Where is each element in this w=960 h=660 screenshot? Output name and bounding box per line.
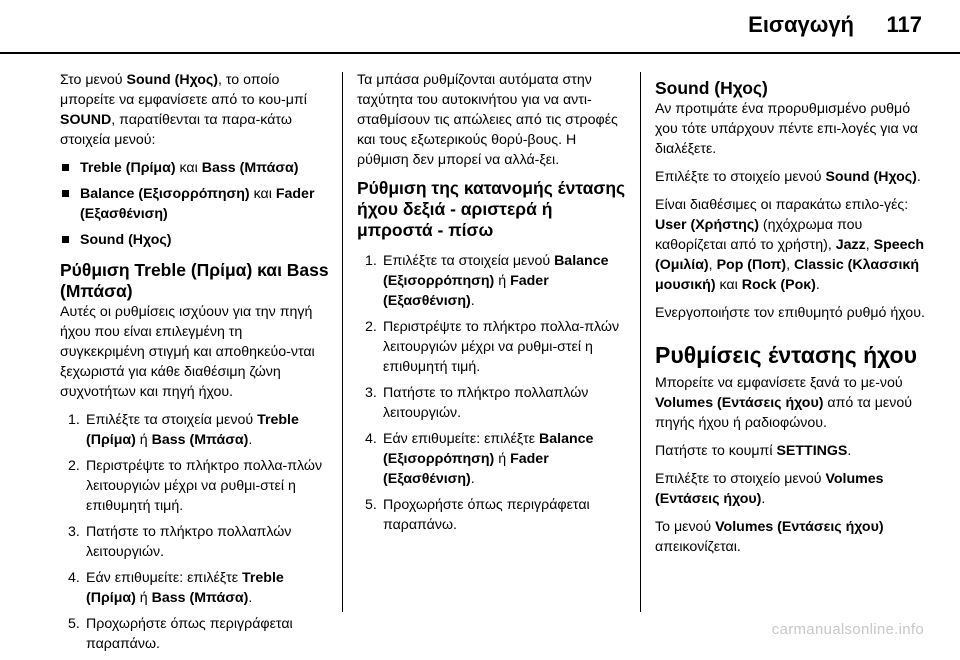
step-number: 3.	[365, 385, 377, 401]
menu-term: Speech (Ομιλία)	[655, 237, 925, 273]
step-number: 2.	[365, 319, 377, 335]
section-heading: Ρυθμίσεις έντασης ήχου	[655, 342, 917, 368]
menu-term: Classic (Κλασσική μουσική)	[655, 257, 920, 293]
menu-term: Volumes (Εντάσεις ήχου)	[655, 471, 884, 507]
menu-term: Bass (Μπάσα)	[151, 590, 249, 606]
list-item	[60, 184, 330, 224]
text: Είναι διαθέσιμες οι παρακάτω επιλο-γές:	[655, 197, 909, 213]
text: Επιλέξτε τα στοιχεία μενού	[86, 412, 254, 428]
body-paragraph: Αυτές οι ρυθμίσεις ισχύουν για την πηγή ήχου που είναι επιλεγμένη τη συγκεκριμένη στιγμή και αποθηκεύο-νται ξεχωριστά για κάθε διαθέσιμη ζώνη συχνοτήτων και πηγή ήχου.	[60, 304, 315, 400]
step-item: 4. Εάν επιθυμείτε: επιλέξτε Treble (Πρίμα) ή Bass (Μπάσα).	[68, 570, 284, 606]
text: Επιλέξτε το στοιχείο μενού	[655, 169, 822, 185]
intro-paragraph	[60, 70, 330, 150]
menu-term: Bass (Μπάσα)	[201, 160, 299, 176]
text: ή	[139, 590, 148, 606]
menu-term: Fader (Εξασθένιση)	[383, 273, 549, 309]
text: απεικονίζεται.	[655, 539, 741, 555]
menu-term: Treble (Πρίμα)	[80, 160, 176, 176]
column-divider-2	[640, 72, 641, 612]
text: , παρατίθενται τα παρα-κάτω στοιχεία μενού:	[60, 112, 292, 148]
list-item	[60, 158, 330, 178]
text: Επιλέξτε τα στοιχεία μενού	[383, 253, 551, 269]
text: και	[719, 277, 738, 293]
text: Προχωρήστε όπως περιγράφεται παραπάνω.	[383, 497, 590, 533]
steps-list	[60, 410, 330, 654]
text: Πατήστε το πλήκτρο πολλαπλών λειτουργιών.	[383, 385, 589, 421]
menu-term: Pop (Ποπ)	[716, 257, 787, 273]
text: και	[179, 160, 198, 176]
section-heading: Sound (Ηχος)	[655, 78, 768, 98]
step-number: 5.	[365, 497, 377, 513]
menu-term: Sound (Ηχος)	[126, 72, 218, 88]
text: Επιλέξτε το στοιχείο μενού	[655, 471, 822, 487]
section-title: Εισαγωγή	[748, 12, 854, 37]
text: Το μενού	[655, 519, 712, 535]
intro-paragraph: Τα μπάσα ρυθμίζονται αυτόματα στην ταχύτητα του αυτοκινήτου για να αντι-σταθμίσουν τις απώλειες από τις στροφές και τους εξωτερικούς θορύ-βους. Η ρύθμιση δεν μπορεί να αλλά-ξει.	[357, 72, 618, 168]
text: Εάν επιθυμείτε: επιλέξτε	[86, 570, 239, 586]
step-number: 4.	[68, 570, 80, 586]
text: , το οποίο μπορείτε να εμφανίσετε από το κου-μπί	[60, 72, 307, 108]
section-heading: Ρύθμιση Treble (Πρίμα) και Bass (Μπάσα)	[60, 260, 329, 301]
text: από τα μενού πηγής ήχου ή ραδιοφώνου.	[655, 395, 913, 431]
header-rule	[0, 52, 960, 54]
menu-term: Treble (Πρίμα)	[86, 570, 284, 606]
text: Μπορείτε να εμφανίσετε ξανά το με-νού	[655, 375, 903, 391]
step-item	[60, 456, 330, 516]
text: Πατήστε το πλήκτρο πολλαπλών λειτουργιών.	[86, 524, 292, 560]
step-number: 5.	[68, 616, 80, 632]
menu-term: User (Χρήστης)	[655, 217, 759, 233]
page-number: 117	[886, 12, 922, 37]
body-paragraph: Αν προτιμάτε ένα προρυθμισμένο ρυθμό χου τότε υπάρχουν πέντε επι-λογές για να διαλέξετε.	[655, 101, 918, 157]
menu-term: Fader (Εξασθένιση)	[383, 451, 549, 487]
button-term: SOUND	[60, 112, 112, 128]
step-item: 4. Εάν επιθυμείτε: επιλέξτε Balance (Εξισορρόπηση) ή Fader (Εξασθένιση).	[365, 431, 594, 487]
text: ή	[139, 432, 148, 448]
step-number: 4.	[365, 431, 377, 447]
menu-term: Balance (Εξισορρόπηση)	[383, 253, 609, 289]
text: (ηχόχρωμα που καθορίζεται από το χρήστη),	[655, 217, 863, 253]
menu-term: Rock (Ροκ)	[741, 277, 816, 293]
text: Περιστρέψτε το πλήκτρο πολλα-πλών λειτουργιών μέχρι να ρυθμι-στεί η επιθυμητή τιμή.	[383, 319, 620, 375]
column-2	[357, 70, 627, 541]
step-item	[357, 383, 627, 423]
steps-list	[357, 251, 627, 535]
text: Περιστρέψτε το πλήκτρο πολλα-πλών λειτουργιών μέχρι να ρυθμι-στεί η επιθυμητή τιμή.	[86, 458, 323, 514]
body-paragraph: Επιλέξτε το στοιχείο μενού Sound (Ηχος).	[655, 169, 921, 185]
step-number: 2.	[68, 458, 80, 474]
menu-term: Treble (Πρίμα)	[86, 412, 299, 448]
text: και	[253, 186, 272, 202]
watermark: carmanualsonline.info	[771, 621, 924, 638]
step-item	[357, 495, 627, 535]
menu-term: Balance (Εξισορρόπηση)	[383, 431, 594, 467]
text: ή	[498, 273, 507, 289]
menu-term: Sound (Ηχος)	[825, 169, 917, 185]
step-number: 3.	[68, 524, 80, 540]
section-heading: Ρύθμιση της κατανομής έντασης ήχου δεξιά - αριστερά ή μπροστά - πίσω	[357, 178, 626, 240]
column-3	[655, 70, 927, 565]
step-number: 1.	[365, 253, 377, 269]
page-header	[0, 0, 960, 50]
text: ή	[498, 451, 507, 467]
text: Πατήστε το κουμπί	[655, 443, 773, 459]
body-paragraph	[655, 517, 927, 557]
body-paragraph: Επιλέξτε το στοιχείο μενού Volumes (Εντάσεις ήχου).	[655, 471, 884, 507]
list-item	[60, 230, 330, 250]
text: Εάν επιθυμείτε: επιλέξτε	[383, 431, 536, 447]
column-1	[60, 70, 330, 660]
text: Προχωρήστε όπως περιγράφεται παραπάνω.	[86, 616, 293, 652]
menu-term: Fader (Εξασθένιση)	[80, 186, 315, 222]
body-paragraph: Πατήστε το κουμπί SETTINGS.	[655, 443, 852, 459]
step-item: 1. Επιλέξτε τα στοιχεία μενού Treble (Πρίμα) ή Bass (Μπάσα).	[68, 412, 299, 448]
step-item	[60, 522, 330, 562]
menu-term: Sound (Ηχος)	[80, 232, 172, 248]
body-paragraph	[655, 373, 927, 433]
column-divider-1	[342, 72, 343, 612]
body-paragraph: Ενεργοποιήστε τον επιθυμητό ρυθμό ήχου.	[655, 305, 925, 321]
button-term: SETTINGS	[776, 443, 848, 459]
menu-term: Volumes (Εντάσεις ήχου)	[655, 395, 824, 411]
menu-term: Volumes (Εντάσεις ήχου)	[715, 519, 884, 535]
step-item	[357, 317, 627, 377]
step-item	[60, 614, 330, 654]
menu-term: Jazz	[835, 237, 866, 253]
menu-term: Balance (Εξισορρόπηση)	[80, 186, 250, 202]
menu-term: Bass (Μπάσα)	[151, 432, 249, 448]
menu-items-list	[60, 158, 330, 250]
step-item: 1. Επιλέξτε τα στοιχεία μενού Balance (Εξισορρόπηση) ή Fader (Εξασθένιση).	[365, 253, 609, 309]
text: Στο μενού	[60, 72, 123, 88]
step-number: 1.	[68, 412, 80, 428]
body-paragraph: Είναι διαθέσιμες οι παρακάτω επιλο-γές: User (Χρήστης) (ηχόχρωμα που καθορίζεται από το χρήστη), Jazz, Speech (Ομιλία), Pop (Ποπ), Classic (Κλασσική μουσική) και Rock (Ροκ).	[655, 197, 925, 293]
